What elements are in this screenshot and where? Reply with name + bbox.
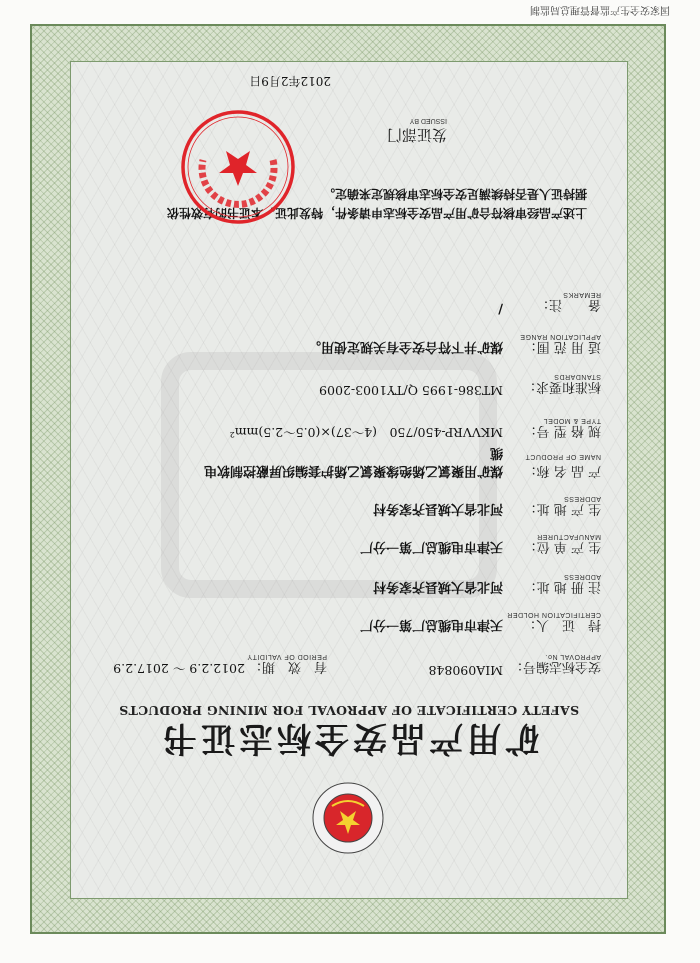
remarks-en: REMARKS: [562, 291, 601, 298]
manufacturer-address-value: 河北省大城县齐家务村: [372, 501, 503, 516]
manufacturer-value: 天津市电缆总厂第一分厂: [359, 539, 503, 554]
official-seal-icon: [179, 108, 297, 226]
holder-address-en: ADDRESS: [563, 573, 601, 580]
model-en: TYPE & MODEL: [543, 417, 601, 424]
standards-label: 标准和要求：: [522, 379, 601, 394]
issuer-header: 国家安全生产监督管理总局监制: [530, 4, 670, 15]
manufacturer-label: 生 产 单 位：: [523, 539, 601, 554]
issued-by-en: ISSUED BY: [409, 117, 447, 124]
state-emblem-icon: [312, 782, 384, 854]
product-label: 产 品 名 称：: [523, 463, 601, 478]
standards-value: MT386-1995 Q/TY1003-2009: [319, 383, 503, 398]
validity-value: 2012.2.9 ～ 2017.2.9: [113, 661, 245, 676]
standards-en: STANDARDS: [553, 373, 601, 380]
issuing-department: 发证部门: [386, 126, 447, 144]
application-label: 适 用 范 围：: [523, 339, 601, 354]
manufacturer-address-en: ADDRESS: [563, 495, 601, 502]
certificate-body: [70, 61, 628, 899]
holder-value: 天津市电缆总厂第一分厂: [359, 617, 503, 632]
guilloche-border: [30, 24, 666, 934]
product-value-line1: 煤矿用聚氯乙烯绝缘聚氯乙烯护套编织屏蔽控制软电: [203, 463, 503, 478]
product-en: NAME OF PRODUCT: [525, 453, 601, 460]
holder-en: CERTIFICATION HOLDER: [506, 611, 601, 618]
certificate-content-rotated: [71, 62, 627, 898]
remarks-body: 上述产品经审核符合矿用产品安全标志申请条件，特发此证。本证书的有效性依据持证人是否持续满足安全标志审核规定来确定。: [166, 187, 587, 220]
validity-label: 有 效 期：: [248, 659, 327, 674]
manufacturer-address-label: 生 产 地 址：: [523, 501, 601, 516]
holder-label: 持 证 人：: [522, 617, 601, 632]
remarks-value: /: [498, 301, 503, 316]
model-label: 规 格 型 号：: [523, 423, 601, 438]
issue-date: 2012年2月9日: [249, 74, 331, 88]
application-en: APPLICATION RANGE: [519, 333, 601, 340]
certificate-title: 矿用产品安全标志证书: [159, 718, 539, 758]
remarks-label: 备 注：: [535, 297, 601, 312]
certificate-subtitle: SAFETY CERTIFICATE OF APPROVAL FOR MINING PRODUCTS: [118, 703, 580, 718]
application-value: 煤矿井下符合安全有关规定使用。: [307, 339, 503, 354]
manufacturer-en: MANUFACTURER: [536, 533, 601, 540]
model-value: MKVVRP-450/750 (4～37)×(0.5～2.5)mm²: [229, 425, 503, 440]
product-value-line2: 缆: [489, 445, 503, 460]
holder-address-label: 注 册 地 址：: [523, 579, 601, 594]
validity-en: PERIOD OF VALIDITY: [246, 653, 327, 660]
holder-address-value: 河北省大城县齐家务村: [372, 579, 503, 594]
approval-value: MIA090848: [428, 663, 503, 678]
approval-en: APPROVAL No.: [545, 653, 601, 660]
approval-label: 安全标志编号：: [509, 659, 601, 674]
